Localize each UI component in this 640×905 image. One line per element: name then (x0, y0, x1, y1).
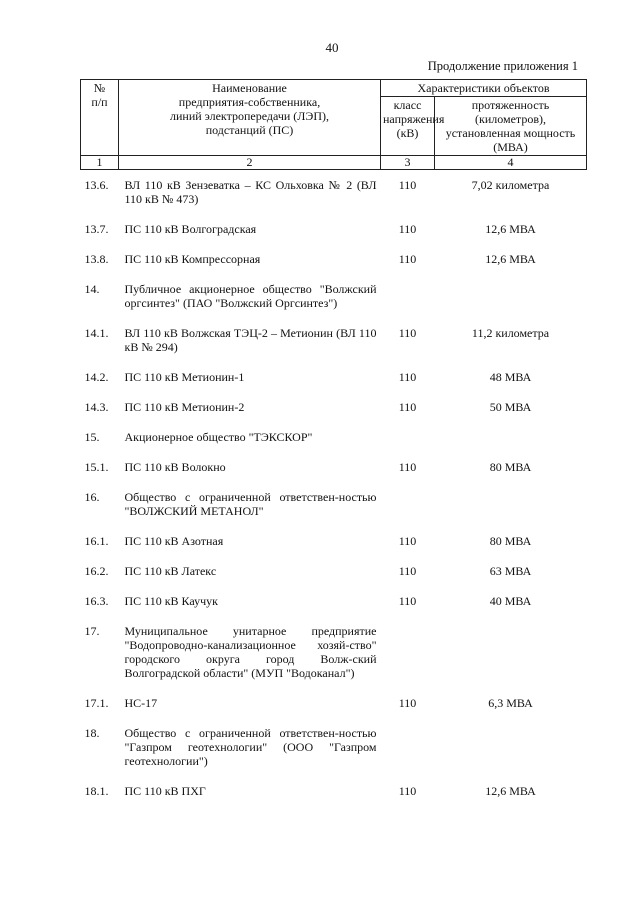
row-voltage: 110 (398, 400, 417, 414)
table-row (81, 608, 587, 680)
table-row (81, 266, 587, 310)
row-voltage: 110 (398, 222, 417, 236)
table-row (81, 474, 587, 518)
row-number: 14.3. (84, 400, 109, 414)
row-capacity: 80 МВА (489, 460, 532, 474)
table-row (81, 170, 587, 207)
row-number: 13.6. (84, 178, 109, 192)
table-row (81, 310, 587, 354)
row-voltage: 110 (398, 564, 417, 578)
row-name: ПС 110 кВ Волгоградская (124, 222, 257, 236)
row-voltage: 110 (398, 370, 417, 384)
row-name: ПС 110 кВ Азотная (124, 534, 224, 548)
row-number: 14.2. (84, 370, 109, 384)
row-number: 16.1. (84, 534, 109, 548)
row-name: ПС 110 кВ Метионин-1 (124, 370, 245, 384)
row-number: 16.2. (84, 564, 109, 578)
row-voltage: 110 (398, 460, 417, 474)
header-capacity: протяженность (километров), установленная мощность (МВА) (435, 97, 587, 156)
row-name: ВЛ 110 кВ Зензеватка – КС Ольховка № 2 (ВЛ 110 кВ № 473) (124, 178, 377, 206)
header-col-index-4: 4 (435, 156, 587, 170)
row-voltage (381, 608, 435, 680)
header-number: № п/п (81, 80, 119, 156)
row-voltage (381, 266, 435, 310)
row-capacity: 63 МВА (489, 564, 532, 578)
row-capacity (435, 414, 587, 444)
page-number: 40 (325, 40, 339, 55)
table-body (81, 170, 587, 799)
header-name: Наименование предприятия-собственника, линий электропередачи (ЛЭП), подстанций (ПС) (119, 80, 381, 156)
row-name: ПС 110 кВ Каучук (124, 594, 218, 608)
continuation-note: Продолжение приложения 1 (427, 59, 578, 73)
header-voltage: класс напряжения (кВ) (381, 97, 435, 156)
row-number: 16. (84, 490, 100, 504)
row-voltage: 110 (398, 326, 417, 340)
objects-table (80, 79, 587, 798)
header-col-index-3: 3 (381, 156, 435, 170)
table-row (81, 768, 587, 798)
row-number: 17.1. (84, 696, 109, 710)
row-capacity: 50 МВА (489, 400, 532, 414)
table-row (81, 414, 587, 444)
row-capacity: 40 МВА (489, 594, 532, 608)
row-capacity: 7,02 километра (471, 178, 550, 192)
row-name: ПС 110 кВ ПХГ (124, 784, 206, 798)
row-number: 18.1. (84, 784, 109, 798)
row-capacity: 12,6 МВА (485, 784, 536, 798)
row-capacity: 80 МВА (489, 534, 532, 548)
row-name: Общество с ограниченной ответствен-ностью "Газпром геотехнологии" (ООО "Газпром геотехнологии") (124, 726, 377, 768)
row-name: ПС 110 кВ Метионин-2 (124, 400, 245, 414)
table-row (81, 578, 587, 608)
row-capacity (435, 474, 587, 518)
table-row (81, 444, 587, 474)
row-name: НС-17 (124, 696, 158, 710)
row-name: ПС 110 кВ Волокно (124, 460, 226, 474)
header-characteristics: Характеристики объектов (381, 80, 587, 97)
row-name: ПС 110 кВ Латекс (124, 564, 217, 578)
row-voltage: 110 (398, 178, 417, 192)
row-name: Общество с ограниченной ответствен-ностью "ВОЛЖСКИЙ МЕТАНОЛ" (124, 490, 377, 518)
row-voltage (381, 474, 435, 518)
row-name: Муниципальное унитарное предприятие "Водопроводно-канализационное хозяй-ство" городского округа город Волж-ский Волгоградской области" (МУП "Водоканал") (124, 624, 377, 680)
row-capacity: 11,2 километра (471, 326, 550, 340)
table-header (81, 80, 587, 170)
row-voltage (381, 414, 435, 444)
row-number: 14. (84, 282, 100, 296)
row-number: 18. (84, 726, 100, 740)
row-voltage: 110 (398, 784, 417, 798)
row-capacity: 12,6 МВА (485, 222, 536, 236)
table-row (81, 206, 587, 236)
row-number: 14.1. (84, 326, 109, 340)
table-row (81, 236, 587, 266)
table-row (81, 518, 587, 548)
header-col-index-2: 2 (119, 156, 381, 170)
row-name: Публичное акционерное общество "Волжский оргсинтез" (ПАО "Волжский Оргсинтез") (124, 282, 377, 310)
table-row (81, 710, 587, 768)
header-col-index-1: 1 (81, 156, 119, 170)
row-capacity (435, 710, 587, 768)
row-number: 16.3. (84, 594, 109, 608)
table-row (81, 384, 587, 414)
row-capacity: 6,3 МВА (488, 696, 533, 710)
row-number: 13.8. (84, 252, 109, 266)
row-voltage: 110 (398, 534, 417, 548)
row-voltage: 110 (398, 696, 417, 710)
row-capacity (435, 608, 587, 680)
row-capacity: 48 МВА (489, 370, 532, 384)
row-name: ПС 110 кВ Компрессорная (124, 252, 261, 266)
row-number: 17. (84, 624, 100, 638)
row-name: Акционерное общество "ТЭКСКОР" (124, 430, 313, 444)
row-voltage (381, 710, 435, 768)
table-row (81, 548, 587, 578)
row-number: 13.7. (84, 222, 109, 236)
table-row (81, 354, 587, 384)
row-capacity: 12,6 МВА (485, 252, 536, 266)
row-voltage: 110 (398, 252, 417, 266)
row-name: ВЛ 110 кВ Волжская ТЭЦ-2 – Метионин (ВЛ 110 кВ № 294) (124, 326, 377, 354)
row-number: 15. (84, 430, 100, 444)
table-row (81, 680, 587, 710)
row-capacity (435, 266, 587, 310)
row-number: 15.1. (84, 460, 109, 474)
row-voltage: 110 (398, 594, 417, 608)
